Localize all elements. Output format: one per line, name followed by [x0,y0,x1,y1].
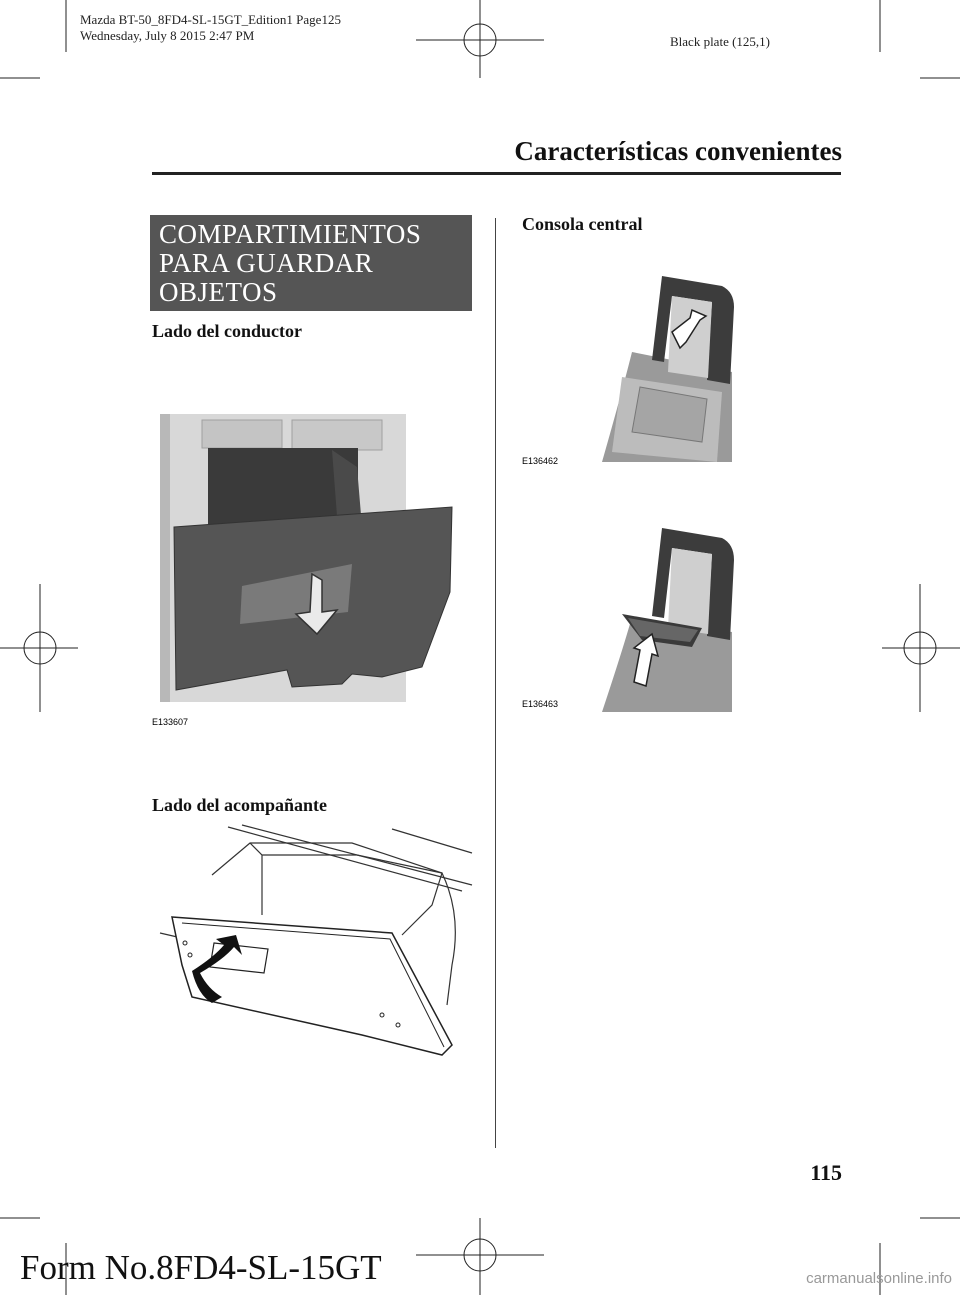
column-divider [495,218,496,1148]
driver-figure-code: E133607 [152,717,189,727]
glovebox-door [172,917,452,1055]
driver-glovebox-illustration [152,412,442,727]
console-tray-illustration [522,522,752,717]
page-number: 115 [810,1160,842,1185]
console-figure1-code: E136462 [522,456,559,466]
console-figure2-code: E136463 [522,699,559,709]
passenger-side-label: Lado del acompañante [152,795,328,815]
plate-label: Black plate (125,1) [670,34,770,49]
heading-line-3: OBJETOS [159,277,278,307]
section-title: Características convenientes [514,136,842,166]
heading-line-1: COMPARTIMIENTOS [159,219,422,249]
print-info-line2: Wednesday, July 8 2015 2:47 PM [80,28,255,43]
print-info [80,12,341,44]
center-console-label: Consola central [522,214,643,234]
print-info-line1: Mazda BT-50_8FD4-SL-15GT_Edition1 Page125 [80,12,341,27]
section-heading-box [150,215,472,311]
title-rule [152,172,841,175]
passenger-glovebox-illustration [152,825,472,1075]
console-open-illustration [522,262,752,477]
form-number: Form No.8FD4-SL-15GT [20,1248,382,1287]
driver-side-label: Lado del conductor [152,321,303,341]
watermark: carmanualsonline.info [806,1270,952,1287]
heading-line-2: PARA GUARDAR [159,248,374,278]
